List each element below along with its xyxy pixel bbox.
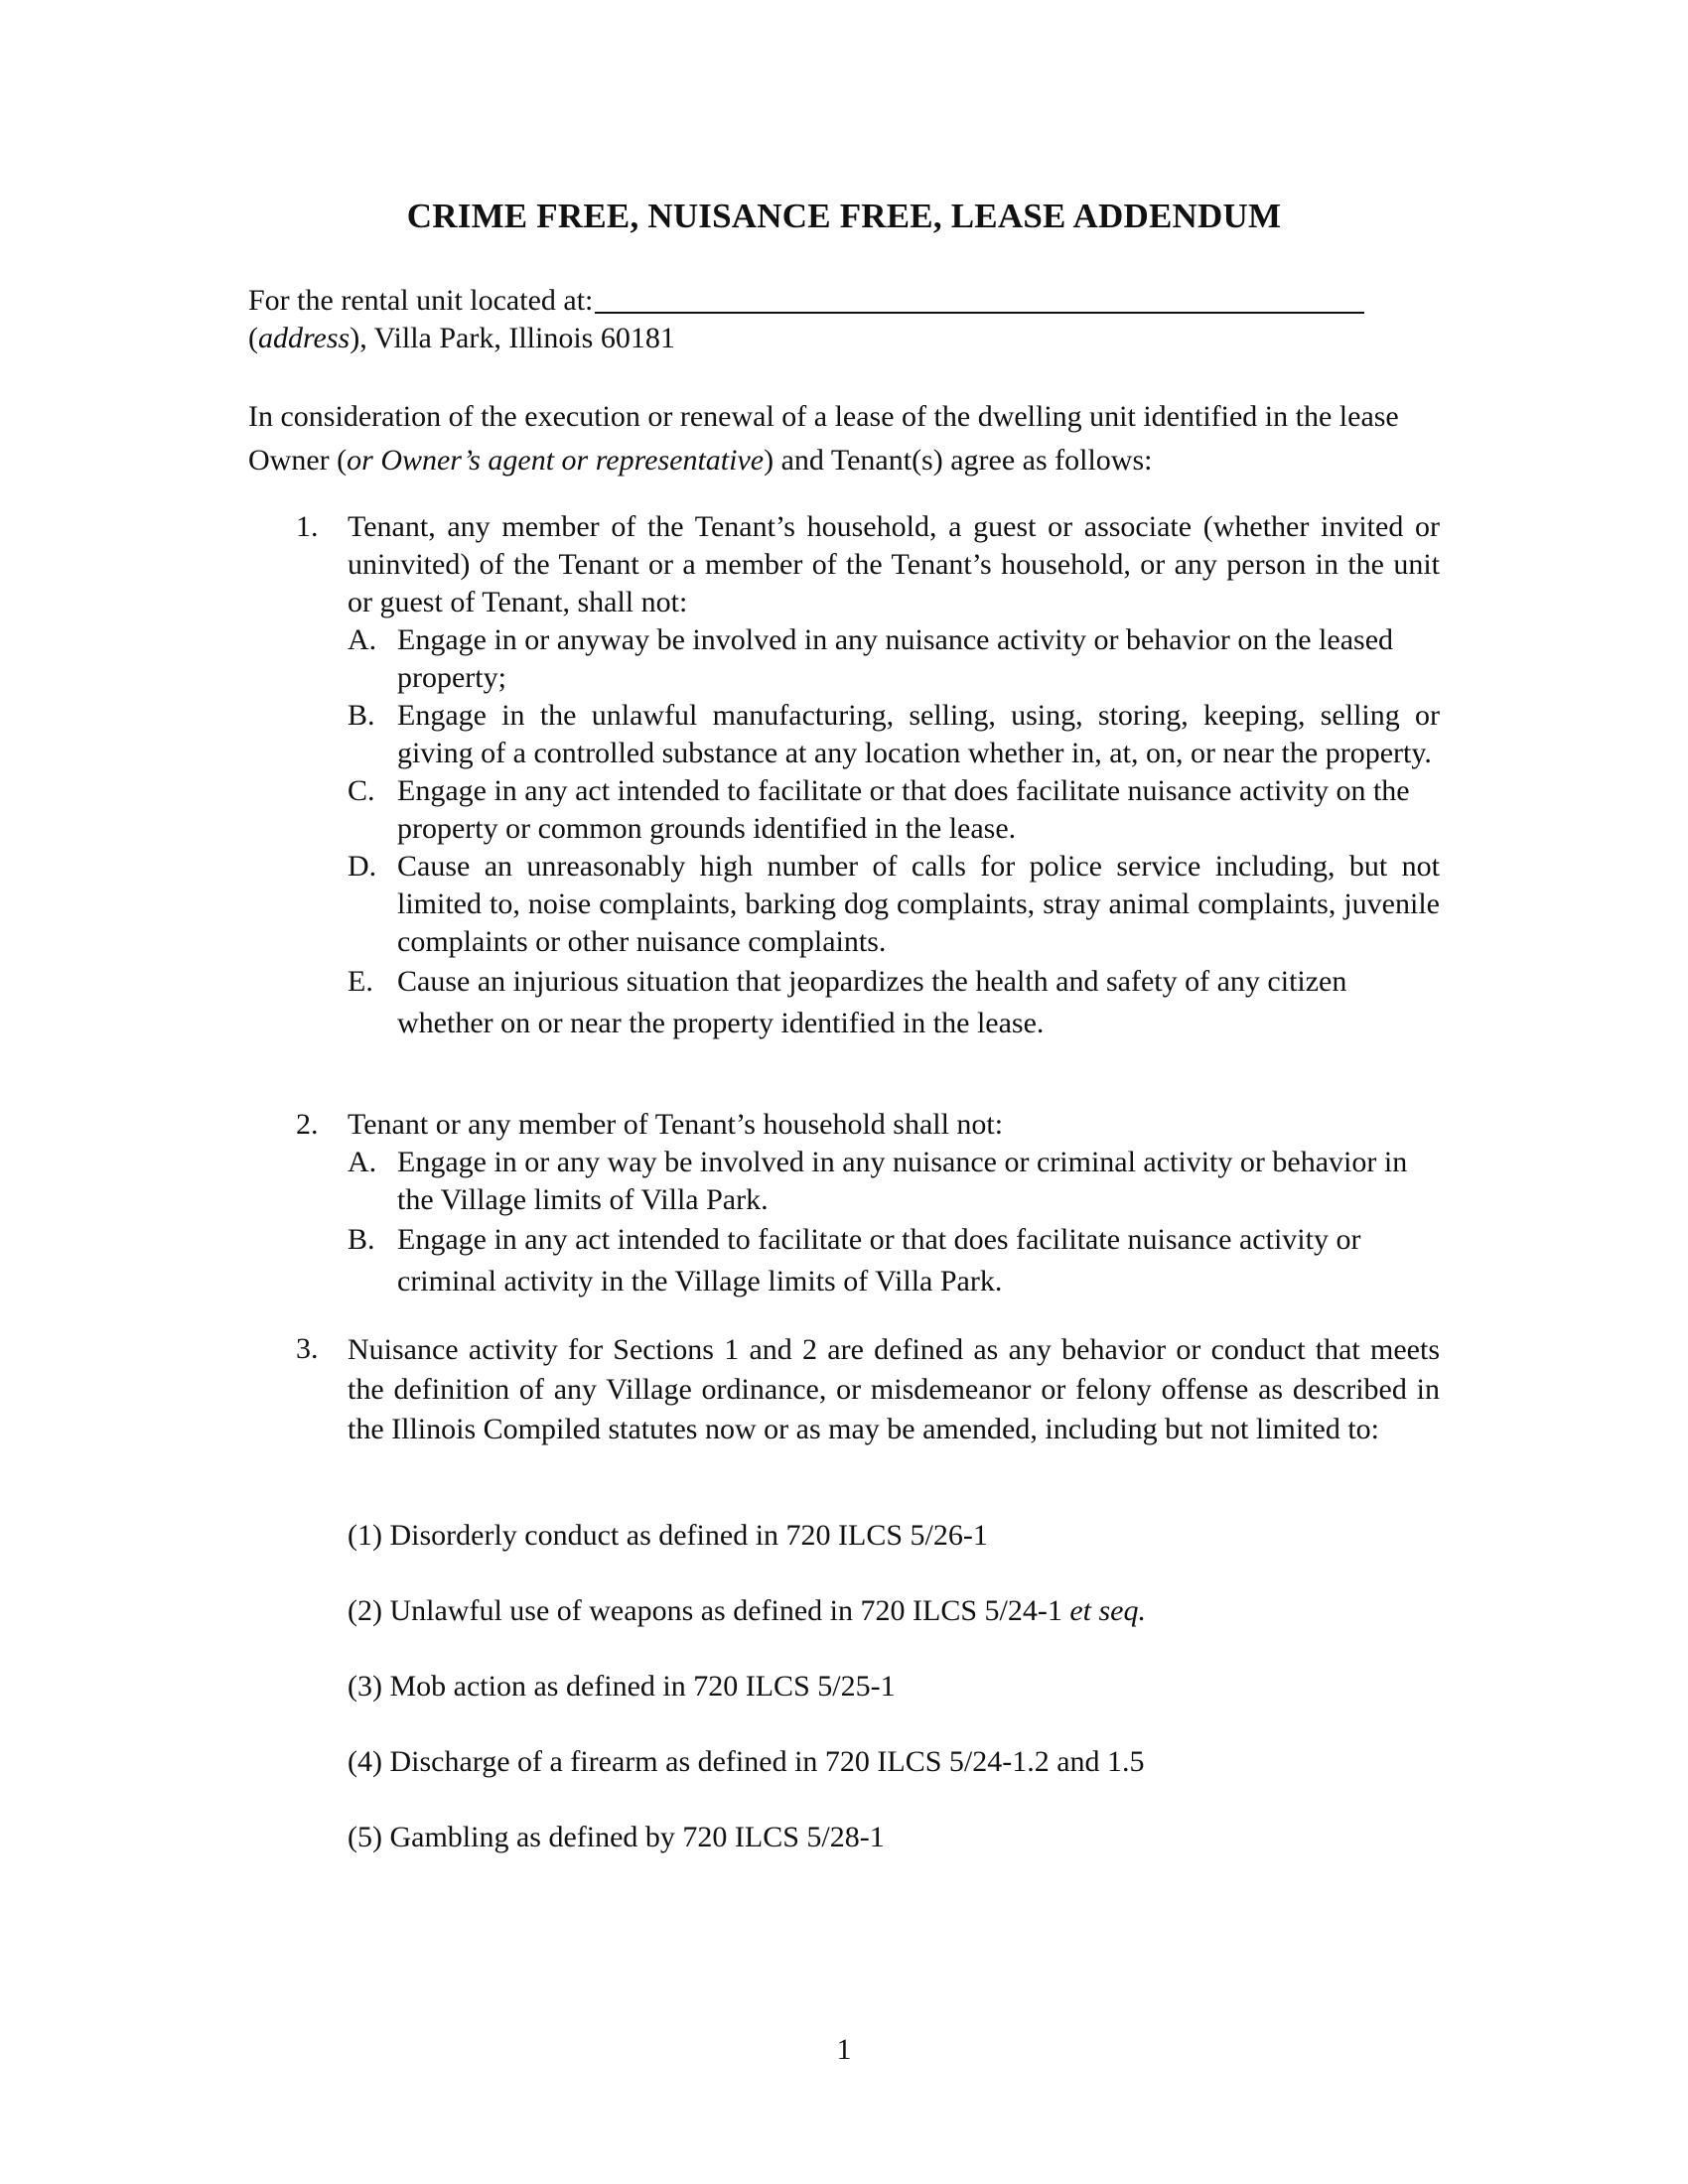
section-3-head (296, 1330, 1440, 1449)
offense-text: (2) Unlawful use of weapons as defined in 720 ILCS 5/24-1 (348, 1594, 1070, 1627)
item-letter: C. (348, 774, 375, 807)
item-letter: E. (348, 965, 373, 998)
item-text: Engage in any act intended to facilitate or that does facilitate nuisance activity on the property or common grounds identified in the lease. (397, 774, 1410, 845)
section-1-head (296, 508, 1440, 621)
intro-part2: ) and Tenant(s) agree as follows: (764, 444, 1153, 477)
address-label: For the rental unit located at: (248, 284, 594, 317)
item-letter: B. (348, 699, 375, 732)
item-text: Engage in any act intended to facilitate or that does facilitate nuisance activity or criminal activity in the Village limits of Villa Park. (397, 1223, 1361, 1297)
address-suffix: ), Villa Park, Illinois 60181 (350, 322, 675, 354)
list-item (348, 1517, 1340, 1592)
list-item (348, 1668, 1340, 1743)
list-item (348, 1592, 1340, 1668)
page-number: 1 (836, 2033, 852, 2066)
item-text: Engage in the unlawful manufacturing, selling, using, storing, keeping, selling or giving of a controlled substance at any location whether in, at, on, or near the property. (397, 699, 1440, 769)
address-hint: address (258, 322, 351, 354)
section-text: Tenant, any member of the Tenant’s household, a guest or associate (whether invited or uninvited) of the Tenant or a member of the Tenant’s household, or any person in the unit or guest of Tenant, shall not: (348, 510, 1440, 618)
address-hint-line: (address), Villa Park, Illinois 60181 (248, 322, 675, 354)
list-item (348, 848, 1440, 961)
address-block (248, 282, 1440, 357)
list-item (348, 1144, 1440, 1219)
item-letter: A. (348, 1146, 377, 1178)
list-item (348, 1219, 1440, 1302)
document-title: CRIME FREE, NUISANCE FREE, LEASE ADDENDUM (406, 197, 1282, 235)
section-number: 1. (296, 510, 319, 543)
section-text: Nuisance activity for Sections 1 and 2 are defined as any behavior or conduct that meets the definition of any Village ordinance, or misdemeanor or felony offense as described in the Illinois Compiled statutes now or as may be amended, including but not limited to: (348, 1333, 1440, 1445)
item-letter: A. (348, 623, 377, 656)
item-text: Engage in or anyway be involved in any nuisance activity or behavior on the leased property; (397, 623, 1394, 694)
intro-part1: In consideration of the execution or renewal of a lease of the dwelling unit identified in the lease Owner ( (248, 400, 1399, 477)
list-item (348, 961, 1440, 1044)
offense-text: (1) Disorderly conduct as defined in 720 ILCS 5/26-1 (348, 1519, 988, 1552)
offense-italic: et seq. (1069, 1594, 1146, 1627)
list-item (348, 697, 1440, 772)
section-number: 2. (296, 1108, 319, 1141)
section-number: 3. (296, 1332, 319, 1365)
section-text: Tenant or any member of Tenant’s household shall not: (348, 1108, 1004, 1141)
section-3 (296, 1330, 1440, 1449)
section-2-head (296, 1106, 1440, 1144)
list-item (348, 1819, 1340, 1894)
offense-text: (5) Gambling as defined by 720 ILCS 5/28-1 (348, 1821, 885, 1853)
item-text: Engage in or any way be involved in any nuisance or criminal activity or behavior in the Village limits of Villa Park. (397, 1146, 1408, 1216)
intro-paragraph (248, 395, 1440, 482)
list-item (348, 1743, 1340, 1819)
section-1 (296, 508, 1440, 1044)
offense-text: (3) Mob action as defined in 720 ILCS 5/25-1 (348, 1670, 896, 1703)
offense-list (348, 1517, 1340, 1894)
item-letter: D. (348, 850, 377, 883)
item-text: Cause an unreasonably high number of calls for police service including, but not limited to, noise complaints, barking dog complaints, stray animal complaints, juvenile complaints or other nuisance complaints. (397, 850, 1440, 958)
address-blank-field[interactable] (595, 282, 1364, 314)
list-item (348, 621, 1440, 697)
intro-italic: or Owner’s agent or representative (347, 444, 765, 477)
section-2 (296, 1106, 1440, 1302)
item-text: Cause an injurious situation that jeopardizes the health and safety of any citizen whether on or near the property identified in the lease. (397, 965, 1347, 1039)
offense-text: (4) Discharge of a firearm as defined in 720 ILCS 5/24-1.2 and 1.5 (348, 1745, 1145, 1778)
item-letter: B. (348, 1223, 375, 1256)
address-line (248, 282, 1440, 320)
list-item (348, 772, 1440, 848)
